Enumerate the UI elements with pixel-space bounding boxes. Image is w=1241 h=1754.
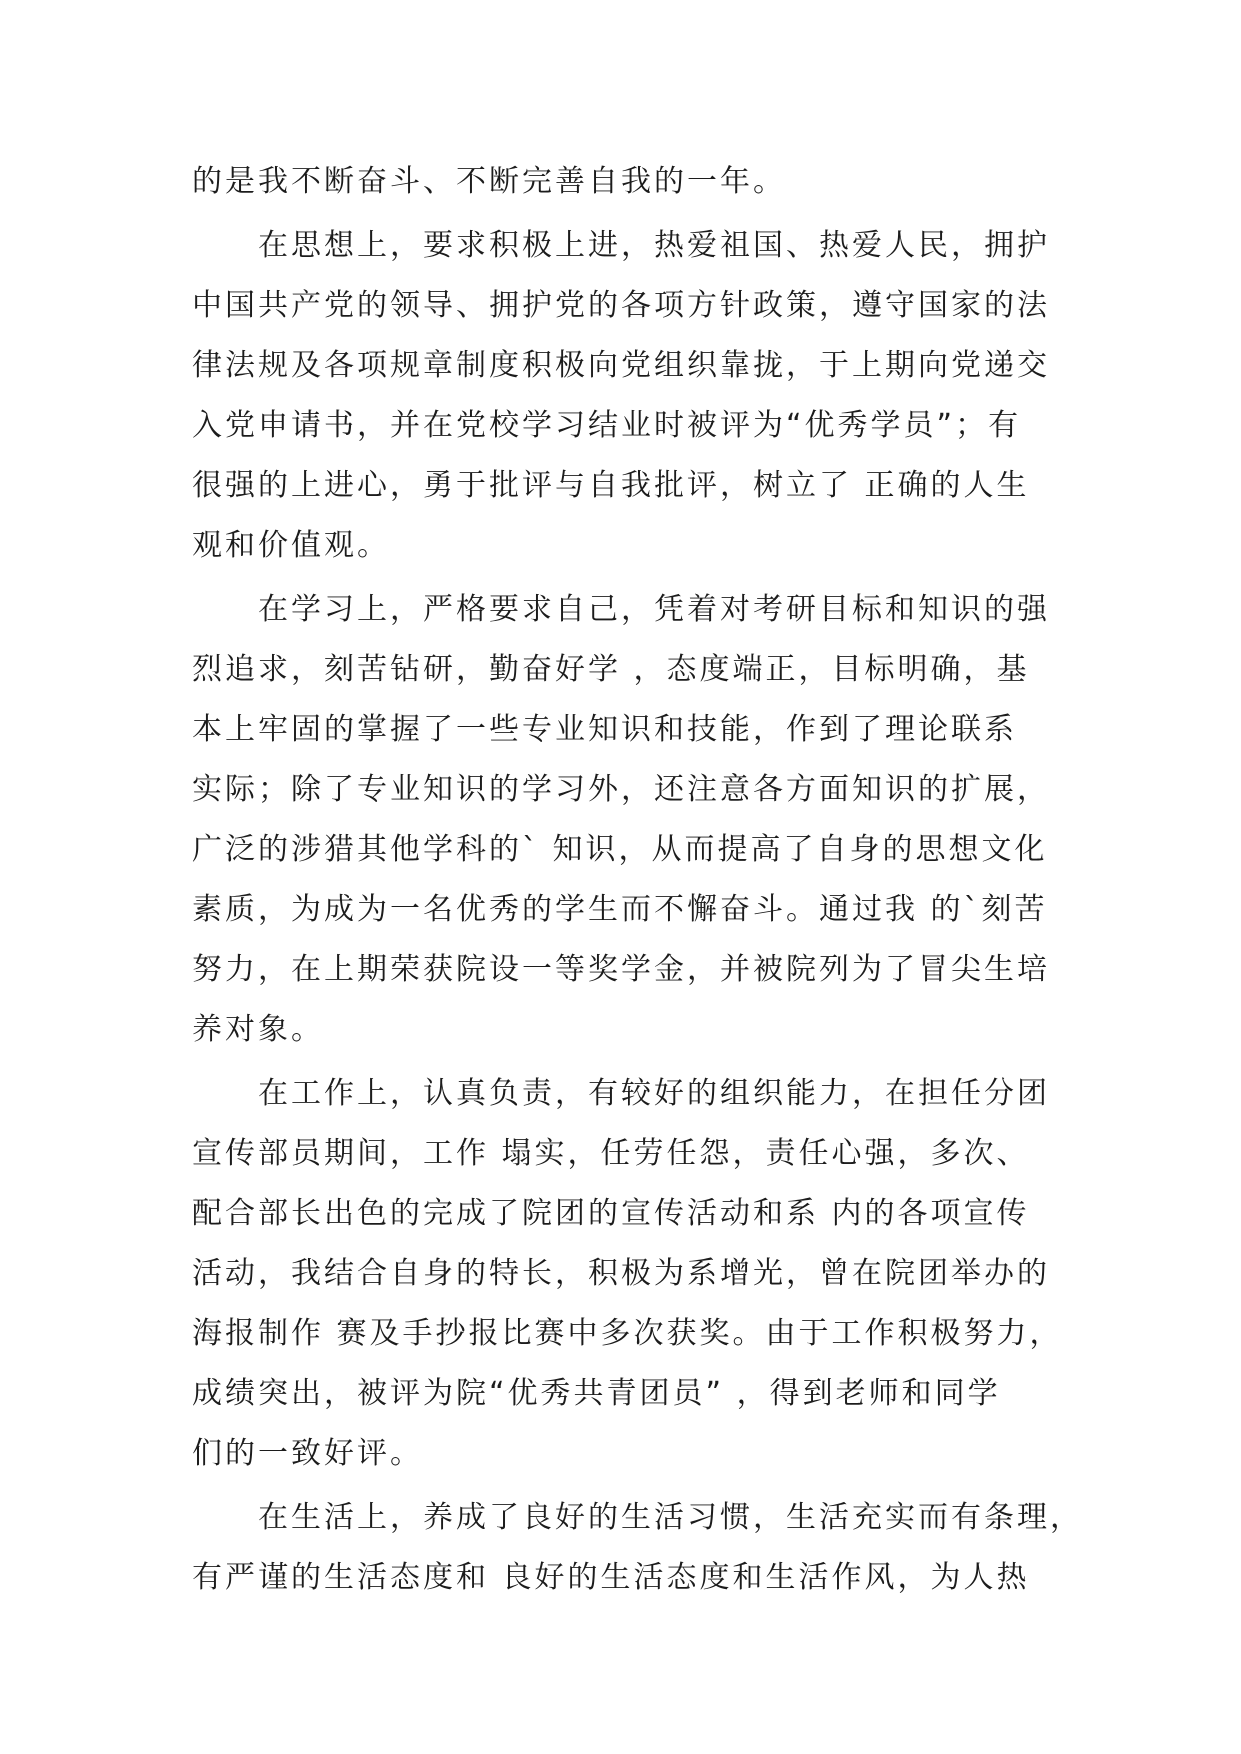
text-line: 们的一致好评。 [192,1436,423,1471]
document-body [192,152,1083,1608]
text-line: 中国共产党的领导、拥护党的各项方针政策，遵守国家的法 [192,288,1050,323]
text-line: 入党申请书，并在党校学习结业时被评为“优秀学员”；有 [192,408,1022,443]
text-line: 本上牢固的掌握了一些专业知识和技能，作到了理论联系 [192,712,1017,747]
text-line: 观和价值观。 [192,528,390,563]
paragraph-study-start: 在学习上，严格要求自己，凭着对考研目标和知识的强 [258,592,1050,627]
text-line: 素质，为成为一名优秀的学生而不懈奋斗。通过我 的`刻苦 [192,892,1048,927]
text-line: 海报制作 赛及手抄报比赛中多次获奖。由于工作积极努力， [192,1316,1063,1351]
text-line: 广泛的涉猎其他学科的` 知识，从而提高了自身的思想文化 [192,832,1048,867]
text-line: 实际；除了专业知识的学习外，还注意各方面知识的扩展， [192,772,1050,807]
text-line: 努力，在上期荣获院设一等奖学金，并被院列为了冒尖生培 [192,952,1050,987]
paragraph-thought-start: 在思想上，要求积极上进，热爱祖国、热爱人民，拥护 [258,228,1050,263]
text-line: 宣传部员期间，工作 塌实，任劳任怨，责任心强，多次、 [192,1136,1030,1171]
text-line: 成绩突出，被评为院“优秀共青团员” ，得到老师和同学 [192,1376,1001,1411]
paragraph-life-start: 在生活上，养成了良好的生活习惯，生活充实而有条理， [258,1500,1083,1535]
text-line: 烈追求，刻苦钻研，勤奋好学 ，态度端正，目标明确，基 [192,652,1030,687]
text-line: 养对象。 [192,1012,324,1047]
text-line: 的是我不断奋斗、不断完善自我的一年。 [192,164,786,199]
text-line: 律法规及各项规章制度积极向党组织靠拢，于上期向党递交 [192,348,1050,383]
text-line: 配合部长出色的完成了院团的宣传活动和系 内的各项宣传 [192,1196,1030,1231]
text-line: 有严谨的生活态度和 良好的生活态度和生活作风，为人热 [192,1560,1030,1595]
paragraph-work-start: 在工作上，认真负责，有较好的组织能力，在担任分团 [258,1076,1050,1111]
text-line: 活动，我结合自身的特长，积极为系增光，曾在院团举办的 [192,1256,1050,1291]
text-line: 很强的上进心，勇于批评与自我批评，树立了 正确的人生 [192,468,1030,503]
